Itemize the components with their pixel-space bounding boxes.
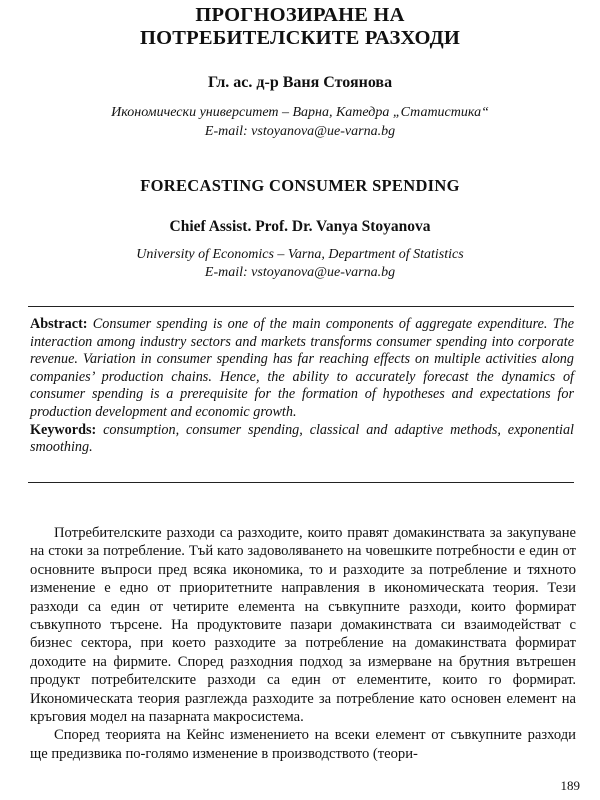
keywords-label: Keywords:	[30, 421, 97, 438]
page-number: 189	[560, 778, 580, 793]
body-text	[30, 524, 576, 763]
abstract-top-rule	[28, 306, 574, 307]
abstract-text: Consumer spending is one of the main components of aggregate expenditure. The interaction among industry sectors and markets transforms consumer spending into corporate revenue. Variation in consumer spending has far reaching effects on multiple activities along companies’ production chains. Hence, the ability to accurately forecast the dynamics of consumer spending is a prerequisite for the formation of hypotheses and expectations for production development and economic growth.	[30, 316, 574, 420]
affiliation-english-line-1: University of Economics – Varna, Department of Statistics	[136, 247, 464, 262]
title-english: FORECASTING CONSUMER SPENDING	[140, 176, 460, 195]
affiliation-bulgarian-line-1: Икономически университет – Варна, Катедра „Статистика“	[111, 105, 489, 120]
email-english: E-mail: vstoyanova@ue-varna.bg	[204, 265, 396, 280]
abstract-bottom-rule	[28, 482, 574, 483]
title-bulgarian-line-2: ПОТРЕБИТЕЛСКИТЕ РАЗХОДИ	[139, 27, 461, 49]
keywords-text: consumption, consumer spending, classical and adaptive methods, exponential smoothing.	[30, 421, 574, 456]
author-bulgarian: Гл. ас. д-р Ваня Стоянова	[207, 74, 393, 91]
body-paragraph-1: Потребителските разходи са разходите, които правят домакинствата за закупуване на стоки за потребление. Тъй като задоволяването на човешките потребности е един от основните въпроси пред всяка икономика, то и разходите за потребление и тяхното изменение е едно от приоритетните направления в икономическата теория. Тези разходи са един от четирите елемента на съвкупните разходи, които формират съвкупното търсене. На продуктовите пазари домакинствата си взаимодействат с бизнес сектора, при което разходите за потребление на домакинствата формират доходите на фирмите. Според разходния подход за измерване на брутния вътрешен продукт потребителските разходи са един от елементите, които го формират. Икономическата теория разглежда разходите за потребление като основен елемент на кръговия модел на пазарната макросистема.	[30, 525, 576, 726]
abstract-paragraph	[30, 316, 574, 422]
email-bulgarian: E-mail: vstoyanova@ue-varna.bg	[204, 124, 396, 139]
keywords-paragraph	[30, 422, 574, 457]
abstract-label: Abstract:	[30, 316, 88, 332]
body-paragraph-2: Според теорията на Кейнс изменението на всеки елемент от съвкупните разходи ще предизвика по-голямо изменение в производството (теори-	[30, 727, 576, 762]
abstract-block	[30, 316, 574, 457]
title-bulgarian	[0, 4, 600, 50]
author-english: Chief Assist. Prof. Dr. Vanya Stoyanova	[169, 218, 431, 235]
title-bulgarian-line-1: ПРОГНОЗИРАНЕ НА	[195, 4, 405, 26]
